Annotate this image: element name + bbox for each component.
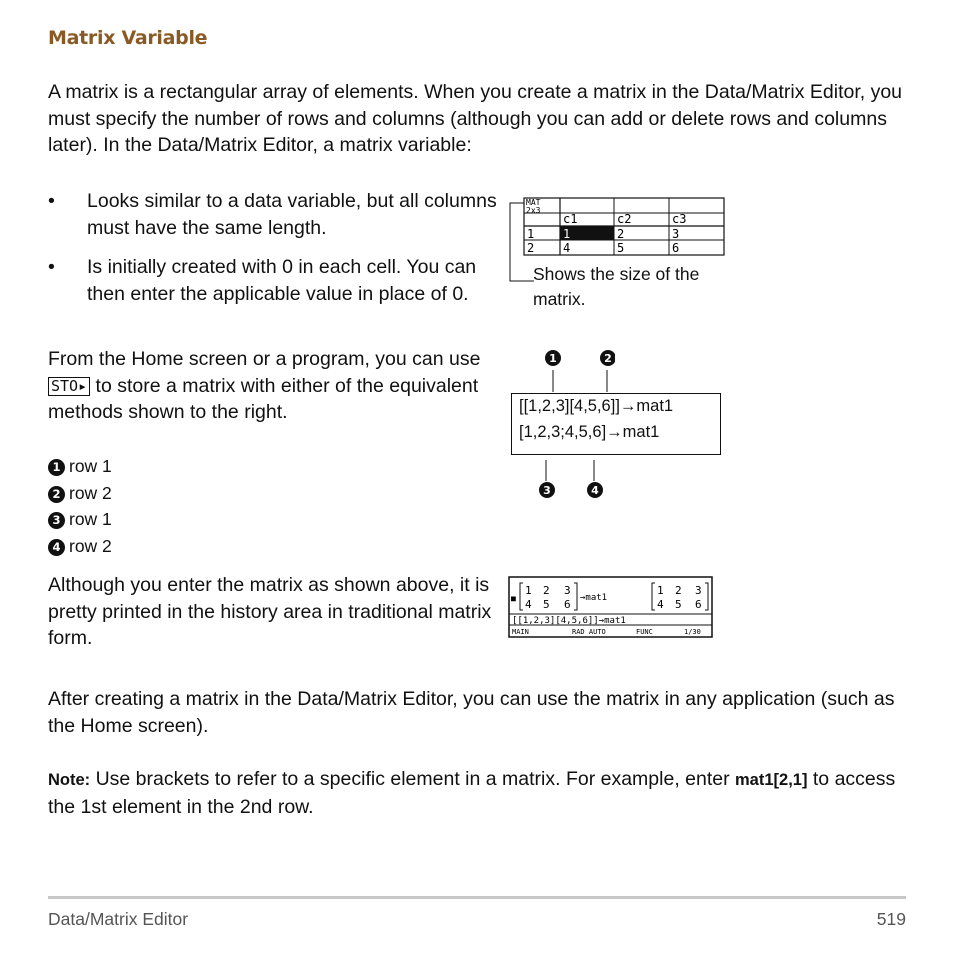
result-entry: 2 (675, 584, 682, 597)
status-angle: RAD AUTO (572, 628, 606, 636)
matrix-entry: 2 (543, 584, 550, 597)
column-header: c1 (563, 212, 578, 226)
after-paragraph: After creating a matrix in the Data/Matrix Editor, you can use the matrix in any application (such as the Home screen). (48, 688, 895, 737)
status-mode: MAIN (512, 628, 529, 636)
callout-label: row 2 (69, 482, 112, 503)
entry-line: [[1,2,3][4,5,6]]→mat1 (512, 616, 626, 626)
home-screen (508, 576, 713, 638)
callout-legend-item (48, 480, 112, 507)
callout-number-icon: 4 (48, 539, 65, 556)
method-expression: [[1,2,3][4,5,6]] (519, 397, 620, 415)
matrix-cell: 3 (672, 227, 680, 241)
matrix-size-caption: Shows the size of the matrix. (533, 264, 700, 309)
matrix-cell: 6 (672, 241, 680, 255)
history-bullet-icon: ■ (511, 594, 516, 603)
method-target: mat1 (636, 397, 674, 415)
callout-legend-item (48, 533, 112, 560)
callout-number-icon: 1 (549, 352, 557, 365)
note-code: mat1[2,1] (735, 771, 808, 789)
bullet-item (48, 188, 508, 248)
callout-number-icon: 3 (543, 484, 551, 497)
intro-paragraph: A matrix is a rectangular array of elements. When you create a matrix in the Data/Matrix Editor, you must specify the number of rows and columns (although you can add or delete rows and columns later). In the Data/Matrix Editor, a matrix variable: (48, 81, 903, 156)
note-text-before: Use brackets to refer to a specific element in a matrix. For example, enter (90, 768, 736, 790)
matrix-size-label: 2x3 (526, 206, 541, 215)
row-number: 2 (527, 241, 535, 255)
store-text-after: to store a matrix with either of the equivalent methods shown to the right. (48, 374, 479, 423)
matrix-entry: 4 (525, 598, 532, 611)
bullet-text: Looks similar to a data variable, but all columns must have the same length. (87, 190, 497, 239)
callout-legend (48, 453, 112, 559)
matrix-cell: 2 (617, 227, 625, 241)
callout-label: row 2 (69, 535, 112, 556)
matrix-entry: 6 (564, 598, 571, 611)
status-graph: FUNC (636, 628, 653, 636)
matrix-type-label: MAT (526, 198, 541, 207)
note-label: Note: (48, 771, 91, 789)
note-text-after: to access the 1st element in the 2nd row. (48, 768, 896, 818)
callout-number-icon: 2 (48, 486, 65, 503)
store-paragraph (48, 346, 498, 426)
result-entry: 4 (657, 598, 664, 611)
bullet-symbol: • (48, 190, 55, 212)
result-entry: 5 (675, 598, 682, 611)
callout-label: row 1 (69, 456, 112, 476)
bullet-symbol: • (48, 256, 55, 278)
callout-legend-item (48, 453, 112, 480)
method-target: mat1 (622, 423, 660, 441)
column-header: c2 (617, 212, 632, 226)
store-text-before: From the Home screen or a program, you can use (48, 348, 481, 370)
bullet-text: Is initially created with 0 in each cell. You can then enter the applicable value in place of 0. (87, 256, 477, 305)
bullet-item (48, 254, 508, 334)
matrix-cell: 4 (563, 241, 571, 255)
matrix-entry: 3 (564, 584, 571, 597)
matrix-entry: 1 (525, 584, 532, 597)
result-entry: 6 (695, 598, 702, 611)
result-entry: 3 (695, 584, 702, 597)
callout-number-icon: 3 (48, 512, 65, 529)
callout-label: row 1 (69, 509, 112, 529)
column-header: c3 (672, 212, 687, 226)
equivalent-methods-box (511, 393, 721, 455)
matrix-cell: 5 (617, 241, 625, 255)
footer-section: Data/Matrix Editor (48, 909, 189, 929)
callout-number-icon: 4 (591, 484, 599, 497)
status-history: 1/30 (684, 628, 701, 636)
footer-divider (48, 896, 906, 899)
callout-legend-item (48, 506, 112, 533)
store-arrow-icon: → (606, 423, 623, 441)
callout-number-icon: 2 (604, 352, 612, 365)
page-number: 519 (876, 909, 906, 929)
note-paragraph (48, 766, 918, 820)
matrix-entry: 5 (543, 598, 550, 611)
callout-number-icon: 1 (48, 459, 65, 476)
store-label: →mat1 (580, 593, 608, 603)
store-arrow-icon: → (619, 397, 637, 415)
method-line (519, 423, 659, 442)
section-heading: Matrix Variable (48, 27, 208, 49)
method-expression: [1,2,3;4,5,6] (519, 423, 607, 441)
pretty-print-paragraph: Although you enter the matrix as shown above, it is pretty printed in the history area in traditional matrix form. (48, 574, 492, 649)
method-line (519, 397, 673, 416)
row-number: 1 (527, 227, 535, 241)
sto-key-icon: STO▸ (48, 377, 90, 396)
matrix-cell-selected: 1 (563, 227, 571, 241)
result-entry: 1 (657, 584, 664, 597)
